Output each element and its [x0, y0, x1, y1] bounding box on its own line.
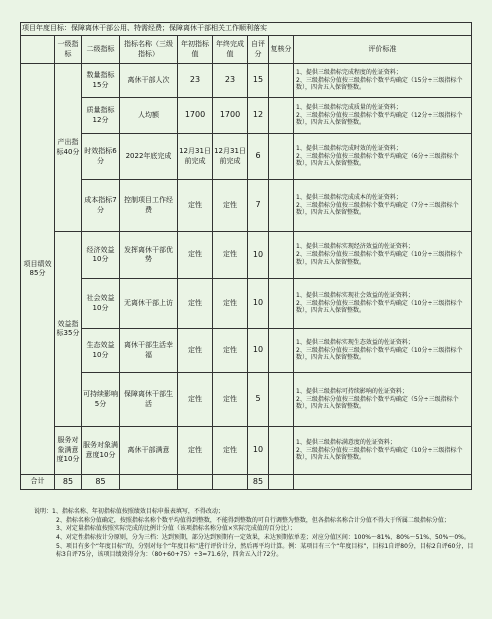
criteria: 1、提供三级指标完成成本的佐证资料； 2、三级指标分值按三级指标个数平均确定（7分÷三级指标个数），四舍五入保留整数。: [294, 180, 472, 232]
review-score: [269, 232, 294, 279]
review-score: [269, 279, 294, 329]
target-value: 定性: [178, 180, 213, 232]
indicator-name: 无离休干部上访: [120, 279, 178, 329]
total-blank: [213, 475, 248, 490]
self-score: 6: [248, 134, 269, 180]
actual-value: 1700: [213, 98, 248, 134]
actual-value: 定性: [213, 232, 248, 279]
table-row: [21, 427, 472, 475]
table-row: [21, 232, 472, 279]
criteria: 1、提供三级指标完成时效的佐证资料； 2、三级指标分值按三级指标个数平均确定（6分÷三级指标个数），四舍五入保留整数。: [294, 134, 472, 180]
criteria: 1、提供三级指标完成质量的佐证资料； 2、三级指标分值按三级指标个数平均确定（12分÷三级指标个数），四舍五入保留整数。: [294, 98, 472, 134]
indicator-name: 控制项目工作经费: [120, 180, 178, 232]
note-line: 说明：1、指标名称、年初指标值按照绩效目标申报表填写，不得改动；: [34, 508, 224, 515]
criteria: 1、提供三级指标实现社会效益的佐证资料； 2、三级指标分值按三级指标个数平均确定（10分÷三级指标个数），四舍五入保留整数。: [294, 279, 472, 329]
level2-cell: 可持续影响5分: [82, 373, 120, 427]
note-line: 5、项目有多个“年度目标”的，分别对每个“年度目标”进行评价计分，然后再平均计算。例：某项目有三个“年度目标”，目标1自评80分，目标2自评60分，目标3自评75分，该项目绩效得分为：（80+60+75）÷3=71.6分，四舍五入计72分。: [56, 542, 474, 559]
total-blank: [269, 475, 294, 490]
column-header: 自评分: [248, 36, 269, 64]
self-score: 5: [248, 373, 269, 427]
indicator-name: 发挥离休干部优势: [120, 232, 178, 279]
actual-value: 23: [213, 64, 248, 98]
note-line: 4、对定性指标按计分原则，分为三档：达到预期，部分达到预期有一定效果，未达预期依单差；对应分值区间：100%～81%、80%～51%、50%～0%。: [56, 534, 470, 542]
criteria: 1、提供三级指标实现生态效益的佐证资料； 2、三级指标分值按三级指标个数平均确定（10分÷三级指标个数），四舍五入保留整数。: [294, 329, 472, 373]
indicator-name: 离休干部生活幸福: [120, 329, 178, 373]
target-value: 23: [178, 64, 213, 98]
actual-value: 12月31日前完成: [213, 134, 248, 180]
total-self-score: 85: [248, 475, 269, 490]
table-row: [21, 64, 472, 98]
level1-project: 项目绩效85分: [21, 64, 55, 475]
level2-cell: 时效指标6分: [82, 134, 120, 180]
column-header: 年初指标值: [178, 36, 213, 64]
review-score: [269, 427, 294, 475]
target-value: 定性: [178, 427, 213, 475]
evaluation-table: [20, 22, 472, 490]
note-line: 2、指标名称分值确定，按照指标名称个数平均值得到整数，不能得到整数的可自行调整为整数，但各指标名称合计分值不得大于所属二级指标分值；: [56, 516, 450, 524]
criteria: 1、提供三级指标完成程度的佐证资料； 2、三级指标分值按三级指标个数平均确定（15分÷三级指标个数），四舍五入保留整数。: [294, 64, 472, 98]
target-value: 定性: [178, 232, 213, 279]
indicator-name: 保障离休干部生活: [120, 373, 178, 427]
actual-value: 定性: [213, 180, 248, 232]
table-row: [21, 373, 472, 427]
total-blank: [294, 475, 472, 490]
self-score: 10: [248, 427, 269, 475]
indicator-name: 人均额: [120, 98, 178, 134]
review-score: [269, 180, 294, 232]
indicator-name: 离休干部满意: [120, 427, 178, 475]
total-level1: 85: [55, 475, 82, 490]
target-value: 定性: [178, 373, 213, 427]
level1-output: 产出指标40分: [55, 64, 82, 232]
table-row: [21, 180, 472, 232]
review-score: [269, 329, 294, 373]
actual-value: 定性: [213, 329, 248, 373]
self-score: 10: [248, 279, 269, 329]
total-blank: [178, 475, 213, 490]
target-value: 1700: [178, 98, 213, 134]
self-score: 7: [248, 180, 269, 232]
table-row: [21, 98, 472, 134]
self-score: 15: [248, 64, 269, 98]
review-score: [269, 134, 294, 180]
self-score: 10: [248, 232, 269, 279]
table-row: [21, 329, 472, 373]
level1-benefit: 效益指标35分: [55, 232, 82, 427]
actual-value: 定性: [213, 279, 248, 329]
actual-value: 定性: [213, 373, 248, 427]
target-value: 12月31日前完成: [178, 134, 213, 180]
target-value: 定性: [178, 329, 213, 373]
indicator-name: 离休干部人次: [120, 64, 178, 98]
total-row: [21, 475, 472, 490]
total-level2: 85: [82, 475, 120, 490]
column-header: 评价标准: [294, 36, 472, 64]
level2-cell: 数量指标15分: [82, 64, 120, 98]
review-score: [269, 373, 294, 427]
column-header: 复核分: [269, 36, 294, 64]
actual-value: 定性: [213, 427, 248, 475]
notes: [34, 508, 474, 560]
criteria: 1、提供三级指标可持续影响的佐证资料； 2、三级指标分值按三级指标个数平均确定（5分÷三级指标个数），四舍五入保留整数。: [294, 373, 472, 427]
table-row: [21, 134, 472, 180]
total-label: 合计: [21, 475, 55, 490]
self-score: 10: [248, 329, 269, 373]
column-header-blank: [21, 36, 55, 64]
total-blank: [120, 475, 178, 490]
table-header: 项目年度目标：保障离休干部公用、特需经费；保障离休干部相关工作顺利落实: [21, 23, 472, 36]
note-line: 3、对定量指标值按照实际完成的比例计分值（该项指标名称分值×实际完成值的百分比）；: [56, 525, 296, 533]
level2-cell: 生态效益10分: [82, 329, 120, 373]
table-row: [21, 279, 472, 329]
review-score: [269, 64, 294, 98]
column-header: 二级指标: [82, 36, 120, 64]
level2-cell: 质量指标12分: [82, 98, 120, 134]
review-score: [269, 98, 294, 134]
self-score: 12: [248, 98, 269, 134]
criteria: 1、提供三级指标实现经济效益的佐证资料； 2、三级指标分值按三级指标个数平均确定（10分÷三级指标个数），四舍五入保留整数。: [294, 232, 472, 279]
column-header: 年终完成值: [213, 36, 248, 64]
column-header: 指标名称（三级指标）: [120, 36, 178, 64]
level2-cell: 成本指标7分: [82, 180, 120, 232]
level2-cell: 社会效益10分: [82, 279, 120, 329]
criteria: 1、提供三级指标满意度的佐证资料； 2、三级指标分值按三级指标个数平均确定（10分÷三级指标个数），四舍五入保留整数。: [294, 427, 472, 475]
level2-cell: 服务对象满意度10分: [82, 427, 120, 475]
level1-satisfaction: 服务对象满意度10分: [55, 427, 82, 475]
target-value: 定性: [178, 279, 213, 329]
indicator-name: 2022年底完成: [120, 134, 178, 180]
column-header-row: [21, 36, 472, 64]
level2-cell: 经济效益10分: [82, 232, 120, 279]
column-header: 一级指标: [55, 36, 82, 64]
